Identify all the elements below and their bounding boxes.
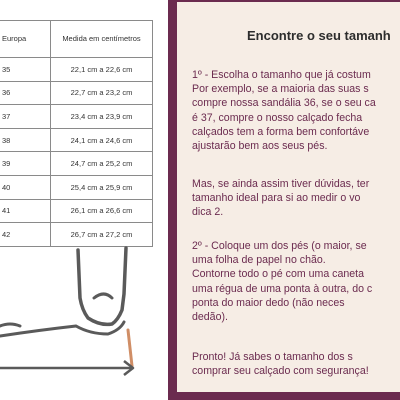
- header-medida: Medida em centímetros: [51, 21, 153, 58]
- size-table: [0, 20, 153, 247]
- step-1-line: é 37, compre o nosso calçado fecha: [192, 111, 363, 124]
- step-1-line: 1º - Escolha o tamanho que já costum: [192, 69, 371, 81]
- step-2-line: ponta do maior dedo (não neces: [192, 296, 345, 309]
- step-2-text: [192, 239, 400, 324]
- final-line: comprar seu calçado com segurança!: [192, 365, 369, 378]
- foot-measure-icon: [0, 238, 168, 400]
- size-eu: 38: [0, 128, 51, 152]
- step-1-line: ajustarão bem aos seus pés.: [192, 140, 328, 153]
- size-chart-panel: [0, 0, 168, 400]
- size-eu: 41: [0, 199, 51, 223]
- table-row: [0, 105, 153, 129]
- step-1-text: [192, 68, 400, 153]
- foot-outline: [78, 248, 126, 324]
- tip-text: [192, 177, 400, 220]
- tip-line: Mas, se ainda assim tiver dúvidas, ter: [192, 178, 370, 190]
- step-1-line: Por exemplo, se a maioria das suas s: [192, 83, 369, 96]
- size-cm: 26,7 cm a 27,2 cm: [51, 223, 153, 247]
- table-row: [0, 128, 153, 152]
- ankle-detail: [94, 294, 112, 298]
- step-2-line: Contorne todo o pé com uma caneta: [192, 268, 364, 281]
- final-line: Pronto! Já sabes o tamanho dos s: [192, 351, 353, 363]
- size-cm: 22,1 cm a 22,6 cm: [51, 58, 153, 82]
- table-row: [0, 152, 153, 176]
- size-eu: 40: [0, 175, 51, 199]
- table-row: [0, 81, 153, 105]
- table-row: [0, 175, 153, 199]
- step-1-line: calçados tem a forma bem confortáve: [192, 125, 370, 138]
- tip-line: dica 2.: [192, 206, 224, 219]
- header-europa: Europa: [0, 21, 51, 58]
- size-cm: 26,1 cm a 26,6 cm: [51, 199, 153, 223]
- size-cm: 25,4 cm a 25,9 cm: [51, 175, 153, 199]
- size-eu: 37: [0, 105, 51, 129]
- tip-line: tamanho ideal para si ao medir o vo: [192, 192, 361, 205]
- size-eu: 35: [0, 58, 51, 82]
- size-cm: 23,4 cm a 23,9 cm: [51, 105, 153, 129]
- panel-title: Encontre o seu tamanh: [247, 28, 391, 43]
- size-eu: 36: [0, 81, 51, 105]
- size-cm: 22,7 cm a 23,2 cm: [51, 81, 153, 105]
- size-eu: 42: [0, 223, 51, 247]
- toes-outline: [0, 324, 20, 326]
- table-header-row: [0, 21, 153, 58]
- instructions-panel: [177, 2, 400, 392]
- heel-accent: [128, 330, 132, 366]
- table-row: [0, 58, 153, 82]
- step-2-line: uma régua de uma ponta à outra, do c: [192, 282, 373, 295]
- step-2-line: dedão).: [192, 311, 228, 324]
- size-cm: 24,1 cm a 24,6 cm: [51, 128, 153, 152]
- table-row: [0, 199, 153, 223]
- final-text: [192, 350, 400, 378]
- size-cm: 24,7 cm a 25,2 cm: [51, 152, 153, 176]
- step-2-line: 2º - Coloque um dos pés (o maior, se: [192, 240, 367, 252]
- step-1-line: compre nossa sandália 36, se o seu ca: [192, 97, 376, 110]
- size-eu: 39: [0, 152, 51, 176]
- step-2-line: uma folha de papel no chão.: [192, 254, 326, 267]
